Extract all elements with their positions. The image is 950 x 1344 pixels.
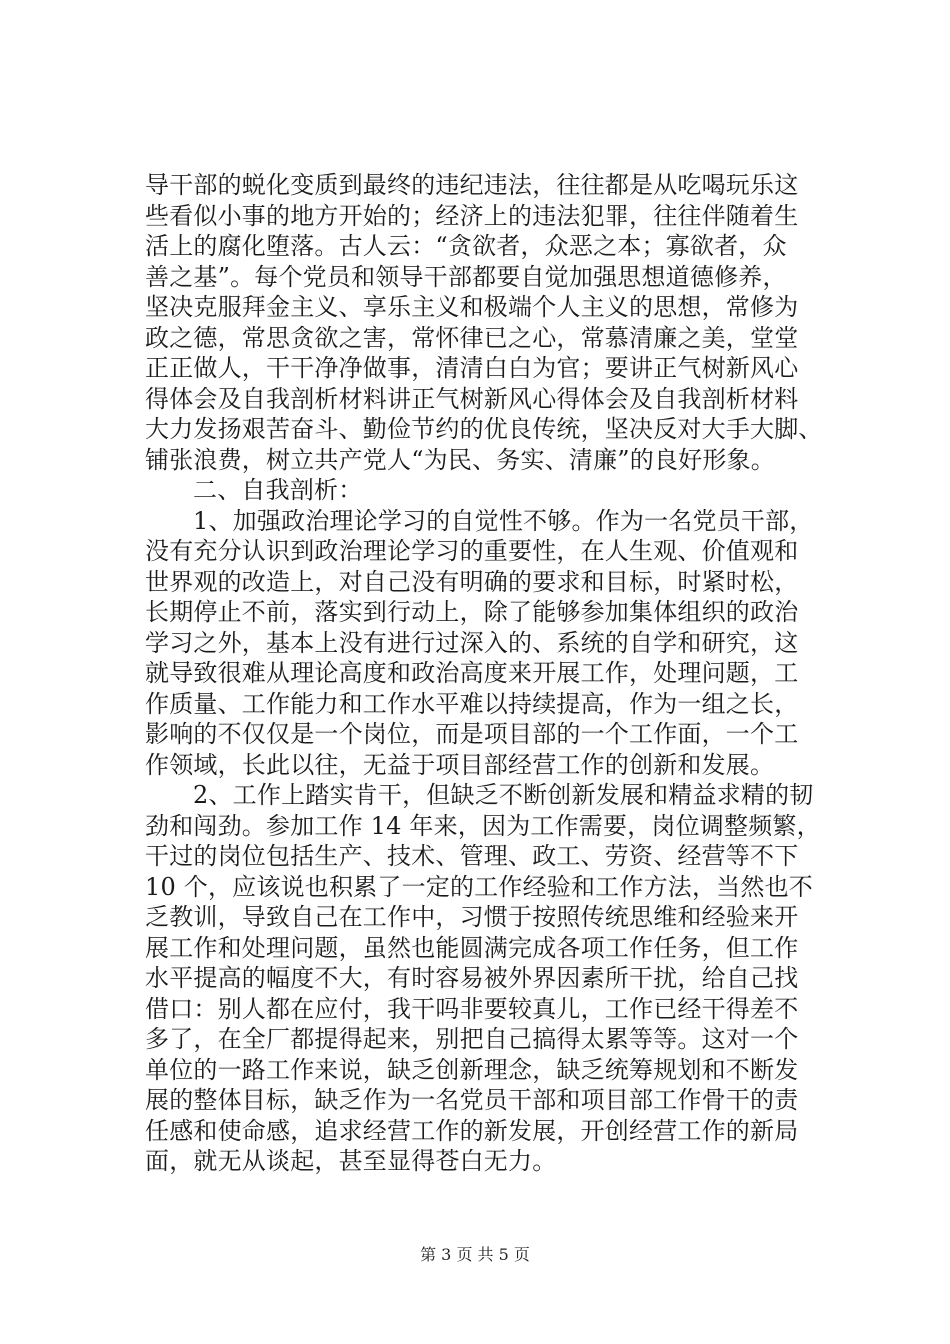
text-line: 借口：别人都在应付，我干吗非要较真儿，工作已经干得差不: [145, 994, 799, 1023]
text-line: 长期停止不前，落实到行动上，除了能够参加集体组织的政治: [145, 598, 799, 626]
text-line: 铺张浪费，树立共产党人“为民、务实、清廉”的良好形象。: [145, 445, 775, 474]
text-line: 乏教训，导致自己在工作中，习惯于按照传统思维和经验来开: [145, 903, 799, 931]
text-line: 1、加强政治理论学习的自觉性不够。作为一名党员干部，: [193, 506, 814, 535]
text-line: 作质量、工作能力和工作水平难以持续提高，作为一组之长，: [145, 689, 799, 718]
text-line: 干过的岗位包括生产、技术、管理、政工、劳资、经营等不下: [145, 842, 799, 870]
text-line: 展的整体目标，缺乏作为一名党员干部和项目部工作骨干的责: [145, 1086, 799, 1114]
paragraph: [145, 506, 835, 781]
text-line: 没有充分认识到政治理论学习的重要性，在人生观、价值观和: [145, 537, 799, 565]
text-line: 大力发扬艰苦奋斗、勤俭节约的优良传统，坚决反对大手大脚、: [145, 415, 823, 443]
paragraph: [145, 475, 835, 506]
text-line: 就导致很难从理论高度和政治高度来开展工作，处理问题，工: [145, 659, 799, 687]
text-line: 导干部的蜕化变质到最终的违纪违法，往往都是从吃喝玩乐这: [145, 171, 799, 199]
text-line: 作领域，长此以往，无益于项目部经营工作的创新和发展。: [145, 750, 775, 779]
document-body: [145, 170, 835, 1177]
text-line: 任感和使命感，追求经营工作的新发展，开创经营工作的新局: [145, 1116, 799, 1145]
text-line: 坚决克服拜金主义、享乐主义和极端个人主义的思想，常修为: [145, 293, 799, 321]
text-line: 面，就无从谈起，甚至显得苍白无力。: [145, 1147, 557, 1175]
text-line: 学习之外，基本上没有进行过深入的、系统的自学和研究，这: [145, 628, 799, 657]
text-line: 正正做人，干干净净做事，清清白白为官；要讲正气树新风心: [145, 354, 799, 382]
text-line: 单位的一路工作来说，缺乏创新理念，缺乏统筹规划和不断发: [145, 1055, 799, 1084]
text-line: 些看似小事的地方开始的；经济上的违法犯罪，往往伴随着生: [145, 201, 799, 230]
text-line: 活上的腐化堕落。古人云：“贪欲者，众恶之本；寡欲者，众: [145, 232, 787, 260]
paragraph: [145, 780, 835, 1177]
text-line: 水平提高的幅度不大，有时容易被外界因素所干扰，给自己找: [145, 964, 799, 992]
text-line: 10 个，应该说也积累了一定的工作经验和工作方法，当然也不: [145, 872, 813, 901]
page-footer: 第 3 页 共 5 页: [420, 1245, 530, 1264]
text-line: 展工作和处理问题，虽然也能圆满完成各项工作任务，但工作: [145, 933, 799, 962]
text-line: 得体会及自我剖析材料讲正气树新风心得体会及自我剖析材料: [145, 384, 799, 413]
text-line: 善之基”。每个党员和领导干部都要自觉加强思想道德修养，: [145, 262, 787, 291]
text-line: 影响的不仅仅是一个岗位，而是项目部的一个工作面，一个工: [145, 720, 799, 748]
text-line: 劲和闯劲。参加工作 14 年来，因为工作需要，岗位调整频繁，: [145, 811, 821, 840]
text-line: 世界观的改造上，对自己没有明确的要求和目标，时紧时松，: [145, 567, 799, 596]
text-line: 多了，在全厂都提得起来，别把自己搞得太累等等。这对一个: [145, 1025, 799, 1053]
text-line: 二、自我剖析：: [193, 476, 363, 504]
text-line: 政之德，常思贪欲之害，常怀律已之心，常慕清廉之美，堂堂: [145, 323, 799, 352]
text-line: 2、工作上踏实肯干，但缺乏不断创新发展和精益求精的韧: [193, 781, 814, 809]
paragraph: [145, 170, 835, 475]
